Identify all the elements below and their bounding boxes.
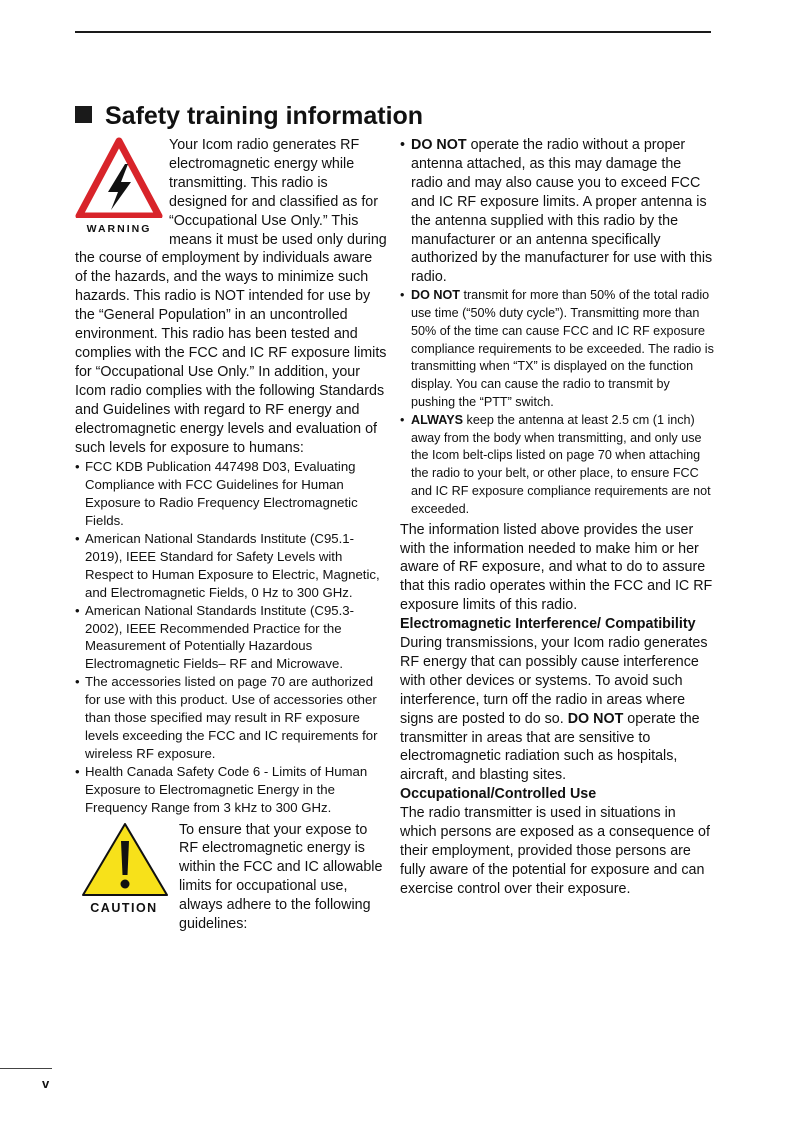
list-item: • Health Canada Safety Code 6 - Limits of Human Exposure to Electromagnetic Energy in the Frequency Range from 3 kHz to 300 GHz. — [75, 763, 368, 815]
list-item: • FCC KDB Publication 447498 D03, Evaluating Compliance with FCC Guidelines for Human Exposure to Radio Frequency Electromagnetic Fields. — [75, 459, 358, 529]
warning-label: WARNING — [86, 223, 152, 235]
list-item: • American National Standards Institute (C95.1-2019), IEEE Standard for Safety Levels with Respect to Human Exposure to Electric, Magnetic, and Electromagnetic Fields, 0 Hz to 300 GHz. — [75, 531, 380, 600]
page-title-text: Safety training information — [105, 102, 424, 130]
guideline-item: • ALWAYS keep the antenna at least 2.5 cm (1 inch) away from the body when transmitting, and only use the Icom belt-clips listed on page 70 when attaching the radio to your belt, or other place, to ensure FCC and IC RF exposure compliance requirements are not exceeded. — [400, 412, 711, 516]
right-column — [400, 136, 714, 899]
page-number: v — [42, 1076, 50, 1091]
caution-text: To ensure that your expose to RF electromagnetic energy is within the FCC and IC allowable limits for occupational use, always adhere to the following guidelines: — [179, 821, 383, 933]
list-item: • American National Standards Institute (C95.3-2002), IEEE Recommended Practice for the Measurement of Potentially Hazardous Electromagnetic Fields– RF and Microwave. — [75, 602, 355, 672]
exclamation-triangle-icon — [81, 821, 169, 897]
list-item: • The accessories listed on page 70 are authorized for use with this product. Use of accessories other than those specified may result in RF exposure levels exceeding the FCC and IC requirements for wireless RF exposure. — [75, 674, 378, 761]
standards-list — [75, 458, 387, 816]
emi-paragraph: During transmissions, your Icom radio generates RF energy that can possibly cause interference with other devices or systems. To avoid such interference, turn off the radio in areas where signs are posted to do so. DO NOT operate the transmitter in areas that are sensitive to electromagnetic radiation such as hospitals, aircraft, and blasting sites. — [400, 635, 708, 784]
warning-figure — [75, 136, 163, 244]
guideline-item: • DO NOT operate the radio without a proper antenna attached, as this may damage the radio and may also cause you to exceed FCC and IC RF exposure limits. A proper antenna is the antenna supplied with this radio by the manufacturer or an antenna specifically authorized by the manufacturer for use with this radio. — [400, 137, 713, 286]
square-bullet-icon — [75, 106, 92, 123]
footer-rule — [0, 1068, 52, 1069]
page-title — [75, 100, 423, 132]
warning-intro: Your Icom radio generates RF electromagnetic energy while transmitting. This radio is designed for and classified as for “Occupational Use Only.” This means it must be used only during the course of employment by individuals aware of the hazards, and the ways to minimize such hazards. This radio is NOT intended for use by the “General Population” in an uncontrolled environment. This radio has been tested and complies with the FCC and IC RF exposure limits for “Occupational Use Only.” In addition, your Icom radio complies with the following Standards and Guidelines with regard to RF energy and electromagnetic energy levels and evaluation of such levels for exposure to humans: — [75, 137, 387, 456]
occupational-heading: Occupational/Controlled Use — [400, 786, 597, 803]
top-rule — [75, 31, 711, 33]
electric-hazard-triangle-icon — [75, 136, 163, 218]
caution-figure — [75, 821, 173, 921]
caution-label: CAUTION — [90, 900, 158, 915]
guideline-item: • DO NOT transmit for more than 50% of the total radio use time (“50% duty cycle”). Transmitting more than 50% of the time can cause FCC and IC RF exposure compliance requirements to be exceeded. The radio is transmitting when “TX” is displayed on the function display. You can cause the radio to transmit by pushing the “PTT” switch. — [400, 288, 714, 410]
occupational-paragraph: The radio transmitter is used in situations in which persons are exposed as a consequence of their employment, provided those persons are fully aware of the potential for exposure and can exercise control over their exposure. — [400, 805, 710, 897]
emi-heading: Electromagnetic Interference/ Compatibility — [400, 616, 696, 633]
summary-paragraph: The information listed above provides the user with the information needed to make him or her aware of RF exposure, and what to do to assure that this radio operates within the FCC and IC RF exposure limits of this radio. — [400, 521, 713, 614]
caution-block — [75, 821, 387, 934]
left-column — [75, 136, 387, 934]
